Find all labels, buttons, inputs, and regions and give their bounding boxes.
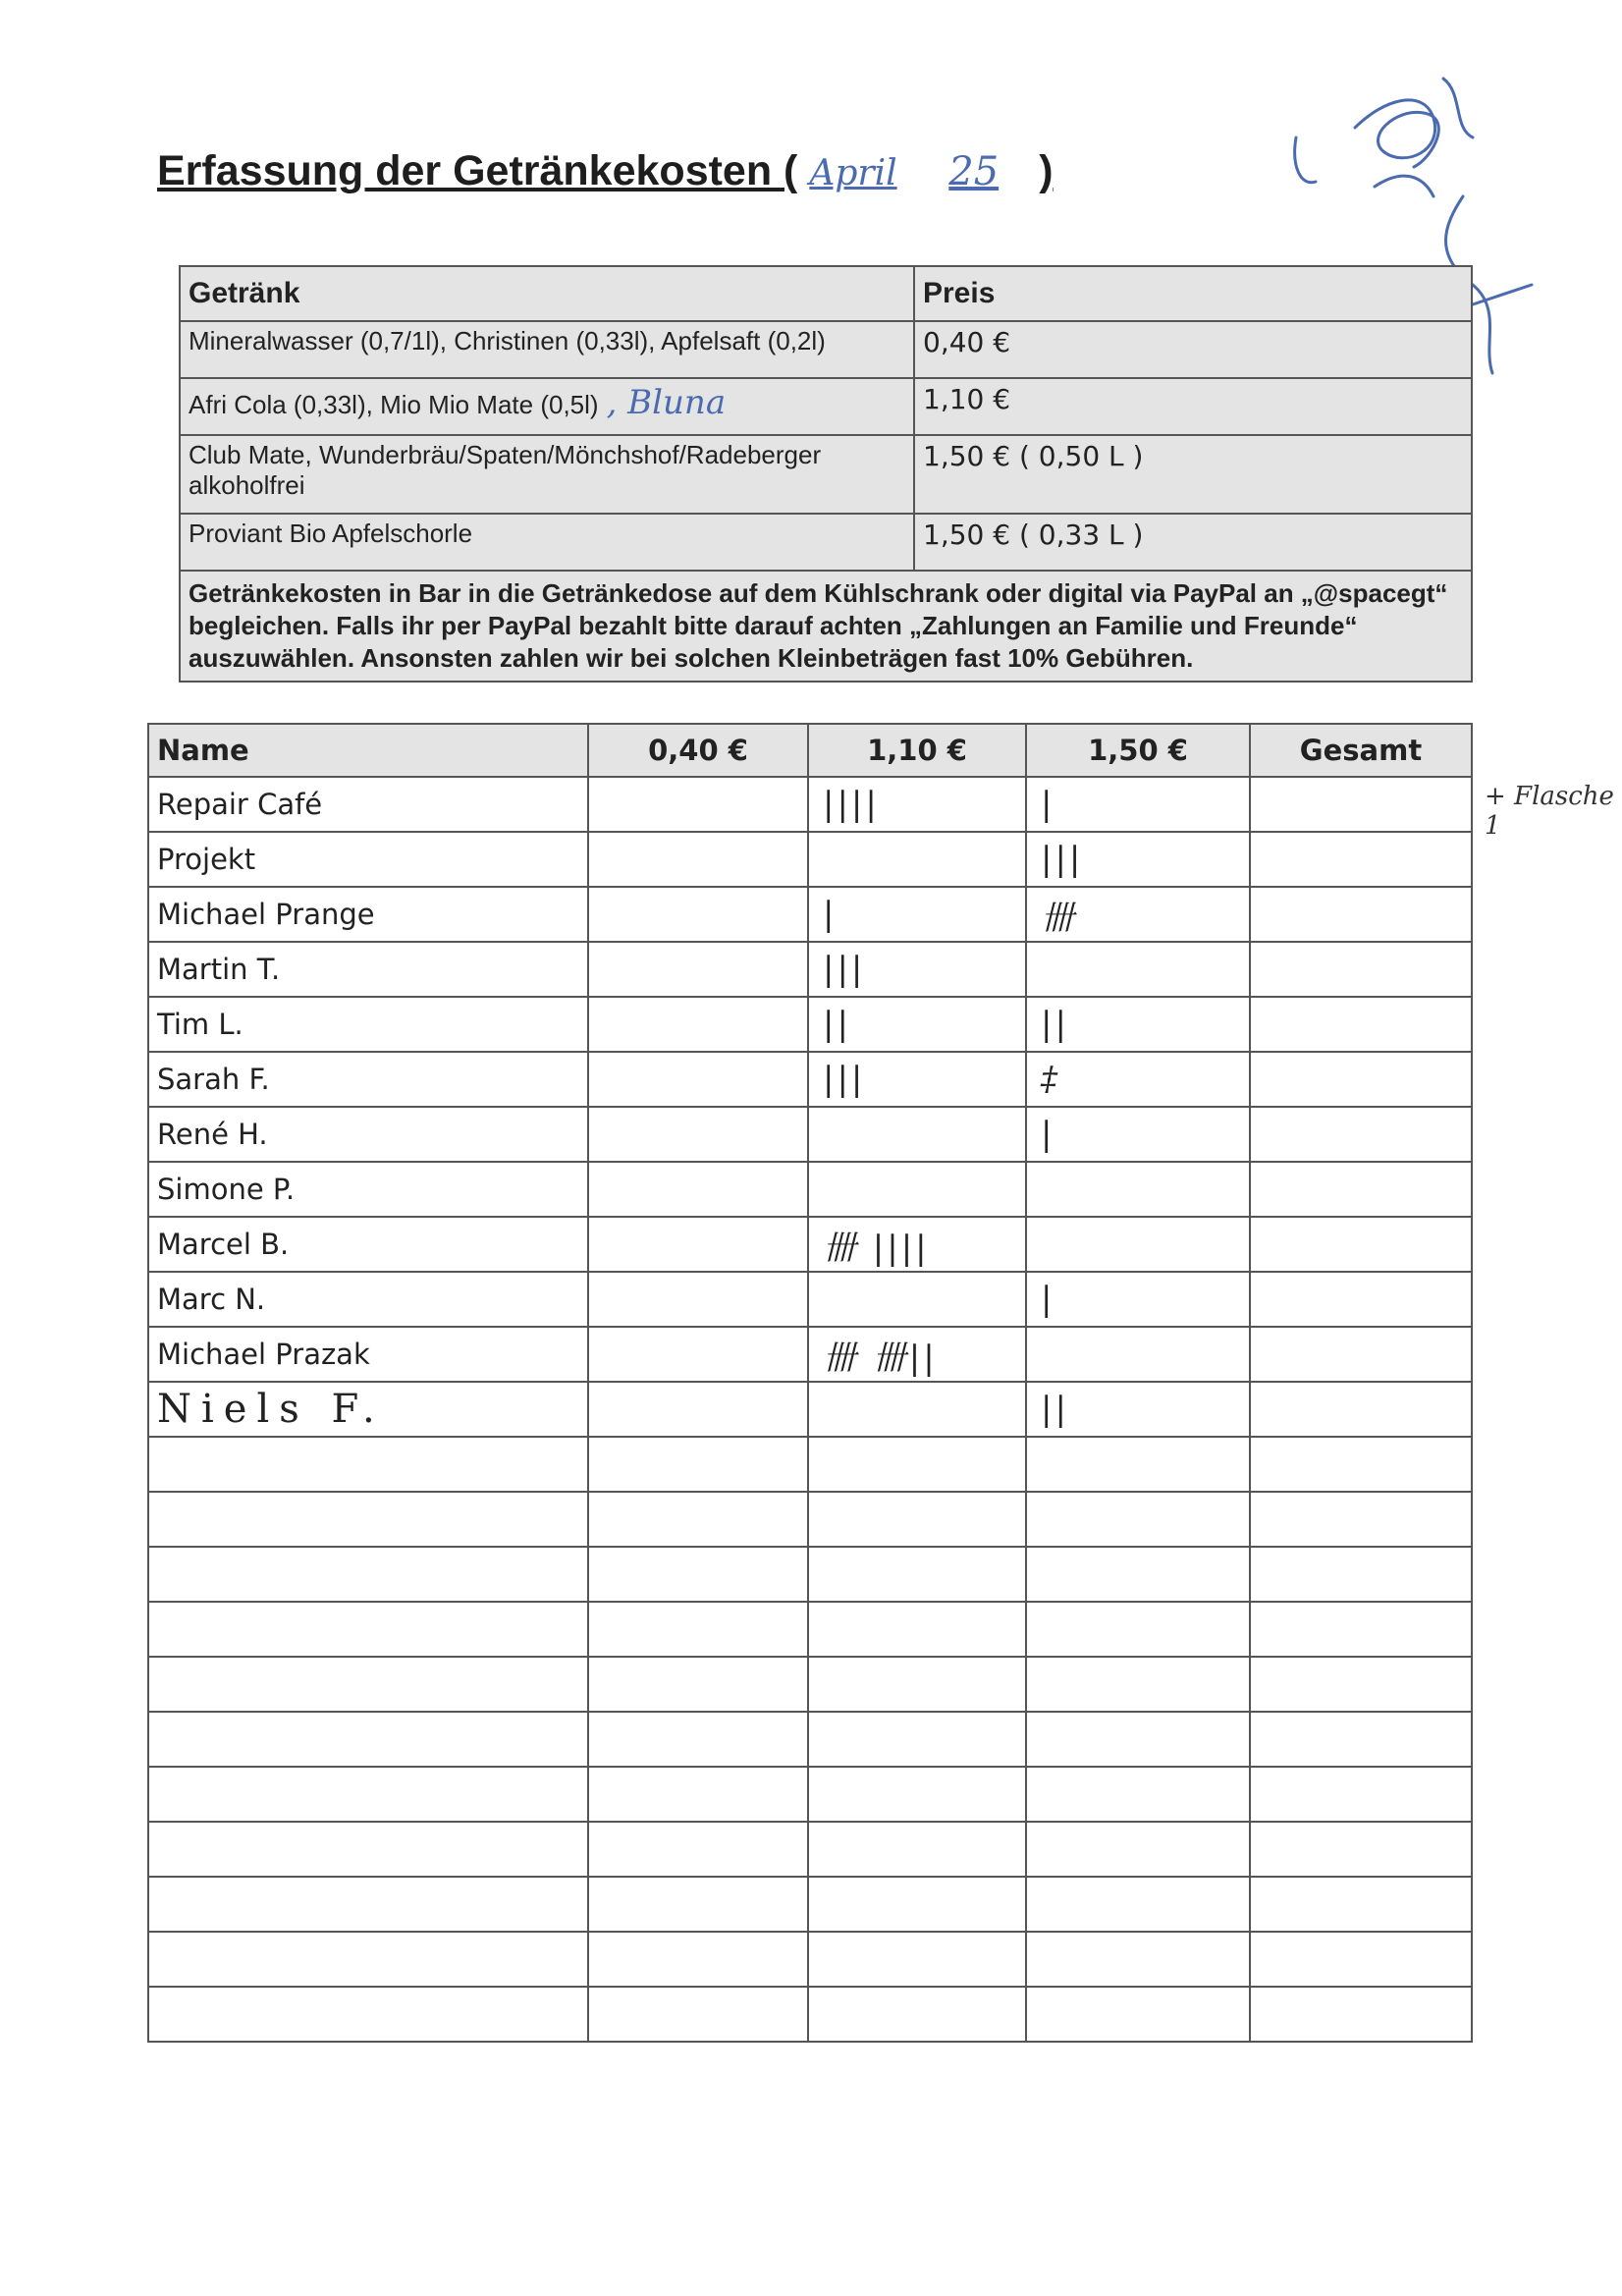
- tally-cell-040: [588, 1107, 808, 1162]
- payment-notice: Getränkekosten in Bar in die Getränkedose auf dem Kühlschrank oder digital via PayPal an „@spacegt“ begleichen. Falls ihr per PayPal bezahlt bitte darauf achten „Zahlungen an Familie und Freunde“ auszuwählen. Ansonsten zahlen wir bei solchen Kleinbeträgen fast 10% Gebühren.: [180, 571, 1472, 682]
- total-cell: [1250, 832, 1472, 887]
- tally-cell-040: [588, 777, 808, 832]
- tally-cell-150: [1026, 1932, 1250, 1987]
- name-cell: Michael Prazak: [148, 1327, 588, 1382]
- table-row: [148, 1712, 1472, 1767]
- price-header-price: Preis: [914, 266, 1472, 321]
- total-cell: [1250, 1602, 1472, 1657]
- table-row: [148, 997, 1472, 1052]
- tally-cell-110: [808, 1712, 1026, 1767]
- total-cell: [1250, 1877, 1472, 1932]
- price-table: [179, 265, 1473, 683]
- tally-cell-110: [808, 1822, 1026, 1877]
- tally-cell-040: [588, 1382, 808, 1437]
- tally-cell-150: ||: [1026, 997, 1250, 1052]
- name-cell: Marcel B.: [148, 1217, 588, 1272]
- tally-cell-110: [808, 1547, 1026, 1602]
- total-cell: [1250, 997, 1472, 1052]
- table-row: [148, 1162, 1472, 1217]
- tally-cell-150: [1026, 1492, 1250, 1547]
- tally-cell-040: [588, 1327, 808, 1382]
- tally-cell-040: [588, 832, 808, 887]
- page-title: [157, 147, 1054, 195]
- tally-cell-110: [808, 1437, 1026, 1492]
- price-cell: 1,50 € ( 0,50 L ): [914, 435, 1472, 514]
- tally-cell-040: [588, 1657, 808, 1712]
- tally-cell-040: [588, 1272, 808, 1327]
- tally-cell-110: [808, 1162, 1026, 1217]
- name-cell: [148, 1877, 588, 1932]
- tally-cell-110: ||||: [808, 777, 1026, 832]
- tally-cell-110: |||: [808, 1052, 1026, 1107]
- tally-cell-150: |||: [1026, 832, 1250, 887]
- drink-cell: Club Mate, Wunderbräu/Spaten/Mönchshof/Radeberger alkoholfrei: [180, 435, 914, 514]
- total-cell: [1250, 1547, 1472, 1602]
- table-row: [148, 887, 1472, 942]
- tally-cell-040: [588, 1492, 808, 1547]
- table-row: [148, 1602, 1472, 1657]
- tally-body: [148, 777, 1472, 2042]
- tally-cell-150: ||: [1026, 1382, 1250, 1437]
- tally-cell-110: |||: [808, 942, 1026, 997]
- name-cell: [148, 1602, 588, 1657]
- tally-cell-040: [588, 1162, 808, 1217]
- table-row: [148, 1987, 1472, 2042]
- name-cell: [148, 1767, 588, 1822]
- header-price-110: 1,10 €: [808, 724, 1026, 777]
- name-cell: Marc N.: [148, 1272, 588, 1327]
- side-note: + Flasche 1: [1485, 782, 1614, 841]
- total-cell: [1250, 1932, 1472, 1987]
- tally-cell-110: [808, 1877, 1026, 1932]
- header-price-040: 0,40 €: [588, 724, 808, 777]
- name-cell: [148, 1932, 588, 1987]
- tally-cell-040: [588, 1932, 808, 1987]
- name-cell: Simone P.: [148, 1162, 588, 1217]
- table-row: [148, 832, 1472, 887]
- table-row: [148, 777, 1472, 832]
- total-cell: [1250, 1767, 1472, 1822]
- header-name: Name: [148, 724, 588, 777]
- table-row: [148, 942, 1472, 997]
- total-cell: [1250, 1822, 1472, 1877]
- total-cell: [1250, 1657, 1472, 1712]
- total-cell: [1250, 1107, 1472, 1162]
- handwritten-addition: , Bluna: [606, 383, 727, 422]
- table-row: [148, 1547, 1472, 1602]
- name-cell: Sarah F.: [148, 1052, 588, 1107]
- table-row: [148, 1327, 1472, 1382]
- name-cell: [148, 1657, 588, 1712]
- name-cell: Martin T.: [148, 942, 588, 997]
- name-cell: Michael Prange: [148, 887, 588, 942]
- tally-cell-110: [808, 1602, 1026, 1657]
- tally-cell-040: [588, 1437, 808, 1492]
- price-header-drink: Getränk: [180, 266, 914, 321]
- tally-cell-150: [1026, 1712, 1250, 1767]
- tally-cell-110: [808, 1272, 1026, 1327]
- tally-cell-110: [808, 1657, 1026, 1712]
- tally-cell-110: [808, 1987, 1026, 2042]
- table-row: [148, 1382, 1472, 1437]
- name-cell: [148, 1437, 588, 1492]
- drink-cell: Proviant Bio Apfelschorle: [180, 514, 914, 571]
- total-cell: [1250, 1437, 1472, 1492]
- tally-cell-110: [808, 1492, 1026, 1547]
- title-close-paren: ): [1039, 147, 1054, 194]
- tally-cell-040: [588, 1712, 808, 1767]
- table-row: [148, 1932, 1472, 1987]
- name-cell: Projekt: [148, 832, 588, 887]
- tally-cell-110: 卌 ||||: [808, 1217, 1026, 1272]
- tally-cell-110: 卌 卌||: [808, 1327, 1026, 1382]
- tally-table: [147, 723, 1473, 2043]
- tally-cell-040: [588, 1217, 808, 1272]
- tally-cell-150: [1026, 942, 1250, 997]
- tally-cell-150: [1026, 1602, 1250, 1657]
- price-cell: 1,10 €: [914, 378, 1472, 435]
- tally-cell-150: |: [1026, 1272, 1250, 1327]
- notice-row: [180, 571, 1472, 682]
- tally-cell-040: [588, 1877, 808, 1932]
- name-cell: [148, 1987, 588, 2042]
- tally-cell-150: [1026, 1987, 1250, 2042]
- header-price-150: 1,50 €: [1026, 724, 1250, 777]
- total-cell: [1250, 942, 1472, 997]
- table-row: [148, 1107, 1472, 1162]
- total-cell: [1250, 1272, 1472, 1327]
- title-month-handwritten: April: [809, 153, 897, 193]
- tally-cell-040: [588, 1822, 808, 1877]
- table-row: [148, 1767, 1472, 1822]
- tally-cell-150: |: [1026, 777, 1250, 832]
- total-cell: [1250, 1052, 1472, 1107]
- tally-cell-040: [588, 1547, 808, 1602]
- table-row: [148, 1822, 1472, 1877]
- table-row: [148, 1877, 1472, 1932]
- name-cell: [148, 1712, 588, 1767]
- tally-cell-150: [1026, 1822, 1250, 1877]
- title-year-handwritten: 25: [948, 149, 1000, 194]
- table-row: [148, 1657, 1472, 1712]
- tally-cell-150: [1026, 1877, 1250, 1932]
- name-cell: Tim L.: [148, 997, 588, 1052]
- tally-cell-110: |: [808, 887, 1026, 942]
- price-row: [180, 378, 1472, 435]
- name-cell: René H.: [148, 1107, 588, 1162]
- table-row: [148, 1217, 1472, 1272]
- header-total: Gesamt: [1250, 724, 1472, 777]
- drink-text: Afri Cola (0,33l), Mio Mio Mate (0,5l): [189, 390, 599, 419]
- drink-cell: Mineralwasser (0,7/1l), Christinen (0,33l), Apfelsaft (0,2l): [180, 321, 914, 378]
- name-cell: Repair Café: [148, 777, 588, 832]
- tally-cell-040: [588, 1052, 808, 1107]
- total-cell: [1250, 777, 1472, 832]
- total-cell: [1250, 1162, 1472, 1217]
- total-cell: [1250, 887, 1472, 942]
- tally-cell-040: [588, 942, 808, 997]
- tally-cell-150: ‡: [1026, 1052, 1250, 1107]
- total-cell: [1250, 1217, 1472, 1272]
- tally-cell-110: ||: [808, 997, 1026, 1052]
- total-cell: [1250, 1327, 1472, 1382]
- table-row: [148, 1492, 1472, 1547]
- tally-cell-110: [808, 832, 1026, 887]
- tally-cell-110: [808, 1767, 1026, 1822]
- tally-cell-150: 卌: [1026, 887, 1250, 942]
- name-cell: [148, 1822, 588, 1877]
- tally-cell-110: [808, 1932, 1026, 1987]
- tally-cell-040: [588, 1767, 808, 1822]
- tally-cell-150: [1026, 1437, 1250, 1492]
- price-cell: 1,50 € ( 0,33 L ): [914, 514, 1472, 571]
- name-cell: Niels F.: [148, 1382, 588, 1437]
- total-cell: [1250, 1382, 1472, 1437]
- tally-cell-150: [1026, 1327, 1250, 1382]
- name-cell: [148, 1492, 588, 1547]
- tally-cell-150: |: [1026, 1107, 1250, 1162]
- total-cell: [1250, 1987, 1472, 2042]
- tally-cell-150: [1026, 1657, 1250, 1712]
- title-text: Erfassung der Getränkekosten (: [157, 147, 798, 194]
- tally-cell-150: [1026, 1767, 1250, 1822]
- drink-cell: [180, 378, 914, 435]
- table-row: [148, 1437, 1472, 1492]
- tally-cell-040: [588, 1987, 808, 2042]
- tally-cell-150: [1026, 1217, 1250, 1272]
- total-cell: [1250, 1712, 1472, 1767]
- price-row: [180, 435, 1472, 514]
- total-cell: [1250, 1492, 1472, 1547]
- table-row: [148, 1272, 1472, 1327]
- tally-cell-150: [1026, 1547, 1250, 1602]
- table-row: [148, 1052, 1472, 1107]
- price-row: [180, 321, 1472, 378]
- tally-cell-040: [588, 997, 808, 1052]
- name-cell: [148, 1547, 588, 1602]
- tally-cell-040: [588, 1602, 808, 1657]
- tally-cell-040: [588, 887, 808, 942]
- tally-cell-110: [808, 1382, 1026, 1437]
- price-row: [180, 514, 1472, 571]
- price-cell: 0,40 €: [914, 321, 1472, 378]
- tally-cell-110: [808, 1107, 1026, 1162]
- tally-cell-150: [1026, 1162, 1250, 1217]
